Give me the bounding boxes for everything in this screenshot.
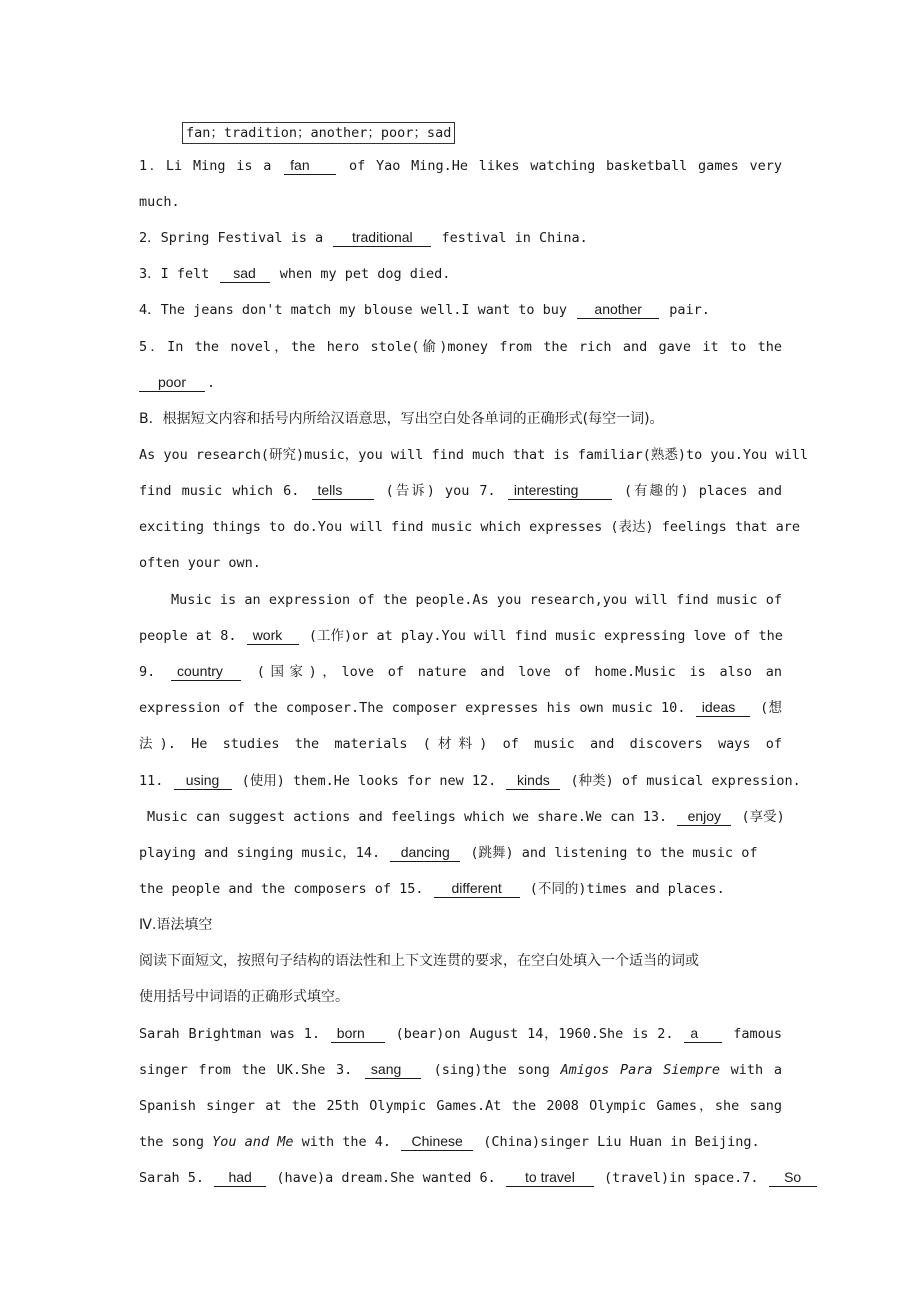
passage-text: (国家)，love of nature and love of home.Music is also an — [256, 664, 782, 680]
passage-text: Sarah 5. — [139, 1170, 205, 1186]
question-5: 5．In the novel，the hero stole(偷)money from the rich and gave it to the — [139, 339, 782, 355]
passage-line: As you research(研究)music，you will find much that is familiar(熟悉)to you.You will — [139, 447, 808, 463]
question-text: . — [207, 375, 216, 391]
answer-blank-2: a — [684, 1025, 722, 1043]
answer-blank-7: So — [769, 1169, 817, 1187]
passage-line — [139, 1060, 782, 1080]
passage-text: (不同的)times and places. — [529, 881, 725, 897]
answer-blank: traditional — [333, 229, 431, 247]
passage-text: Sarah Brightman was 1. — [139, 1026, 320, 1042]
passage-text: (种类) of musical expression. — [570, 773, 801, 789]
answer-blank: fan — [284, 157, 336, 175]
passage-text: (bear)on August 14，1960.She is 2. — [395, 1026, 674, 1042]
passage-text: 9. — [139, 664, 156, 680]
question-4 — [139, 300, 782, 320]
question-text: pair. — [669, 302, 710, 318]
passage-text: (使用) them.He looks for new 12. — [241, 773, 497, 789]
question-3 — [139, 264, 782, 284]
answer-blank-13: enjoy — [677, 808, 731, 826]
instruction-line: 阅读下面短文，按照句子结构的语法性和上下文连贯的要求，在空白处填入一个适当的词或 — [139, 953, 699, 969]
passage-line: exciting things to do.You will find music which expresses (表达) feelings that are — [139, 519, 800, 535]
question-text: when my pet dog died. — [279, 266, 451, 282]
passage-text: (有趣的) places and — [623, 483, 782, 499]
song-title: You and Me — [212, 1134, 294, 1150]
answer-blank-1: born — [331, 1025, 385, 1043]
passage-text: the song — [139, 1134, 205, 1150]
passage-text: (告诉) you 7. — [385, 483, 496, 499]
answer-blank-10: ideas — [696, 699, 750, 717]
passage-text: the people and the composers of 15. — [139, 881, 424, 897]
passage-text: people at 8. — [139, 628, 237, 644]
song-title: Amigos Para Siempre — [560, 1062, 721, 1078]
answer-blank: poor — [139, 374, 205, 392]
passage-text: (sing)the song — [433, 1062, 550, 1078]
word-box: fan；tradition；another；poor；sad — [182, 122, 455, 144]
passage-text: expression of the composer.The composer expresses his own music 10. — [139, 700, 686, 716]
passage-line — [139, 662, 782, 682]
passage-line — [139, 1024, 782, 1044]
passage-line — [139, 843, 782, 863]
question-text: festival in China. — [441, 230, 588, 246]
answer-blank-15: different — [434, 880, 520, 898]
passage-text: (工作)or at play.You will find music expressing love of the — [308, 628, 783, 644]
passage-text: (China)singer Liu Huan in Beijing. — [483, 1134, 760, 1150]
answer-blank: another — [577, 301, 659, 319]
passage-text: with the 4. — [301, 1134, 391, 1150]
passage-text: (have)a dream.She wanted 6. — [276, 1170, 496, 1186]
answer-blank-5: had — [214, 1169, 266, 1187]
passage-line — [139, 1132, 782, 1152]
section-iv-heading: Ⅳ.语法填空 — [139, 917, 213, 933]
passage-text: Music can suggest actions and feelings which we share.We can 13. — [147, 809, 668, 825]
passage-text: 11. — [139, 773, 164, 789]
passage-line — [139, 698, 782, 718]
passage-text: playing and singing music，14. — [139, 845, 381, 861]
passage-line: Spanish singer at the 25th Olympic Games.At the 2008 Olympic Games，she sang — [139, 1098, 782, 1114]
question-1-continued: much. — [139, 194, 180, 210]
answer-blank-7: interesting — [508, 482, 612, 500]
answer-blank-11: using — [174, 772, 232, 790]
passage-text: (travel)in space.7. — [604, 1170, 759, 1186]
answer-blank-14: dancing — [390, 844, 460, 862]
answer-blank-4: Chinese — [401, 1133, 473, 1151]
passage-text: (跳舞) and listening to the music of — [470, 845, 758, 861]
answer-blank: sad — [220, 265, 270, 283]
passage-line: often your own. — [139, 555, 261, 571]
passage-line: 法). He studies the materials (材料) of music and discovers ways of — [139, 736, 782, 752]
passage-line — [139, 626, 782, 646]
question-1 — [139, 156, 782, 176]
passage-line: Music is an expression of the people.As you research,you will find music of — [171, 592, 782, 608]
answer-blank-3: sang — [365, 1061, 421, 1079]
passage-line — [147, 807, 790, 827]
answer-blank-8: work — [247, 627, 299, 645]
question-5-continued — [139, 373, 782, 393]
answer-blank-6: tells — [312, 482, 374, 500]
answer-blank-12: kinds — [506, 772, 560, 790]
passage-line — [139, 879, 782, 899]
passage-text: famous — [733, 1026, 782, 1042]
question-text: of Yao Ming.He likes watching basketball games very — [348, 158, 782, 174]
question-text: 4．The jeans don't match my blouse well.I want to buy — [139, 302, 568, 318]
passage-text: with a — [730, 1062, 782, 1078]
question-text: 1．Li Ming is a — [139, 158, 272, 174]
question-text: 3．I felt — [139, 266, 210, 282]
answer-blank-9: country — [171, 663, 241, 681]
passage-text: find music which 6. — [139, 483, 300, 499]
instruction-line: 使用括号中词语的正确形式填空。 — [139, 989, 349, 1005]
passage-text: singer from the UK.She 3. — [139, 1062, 353, 1078]
answer-blank-6: to travel — [506, 1169, 594, 1187]
passage-line — [139, 481, 782, 501]
question-text: 2．Spring Festival is a — [139, 230, 324, 246]
question-2 — [139, 228, 782, 248]
section-b-heading: B．根据短文内容和括号内所给汉语意思，写出空白处各单词的正确形式(每空一词)。 — [139, 411, 664, 427]
passage-text: (享受) — [741, 809, 785, 825]
passage-line — [139, 1168, 802, 1188]
passage-text: (想 — [760, 700, 782, 716]
passage-line — [139, 771, 801, 791]
